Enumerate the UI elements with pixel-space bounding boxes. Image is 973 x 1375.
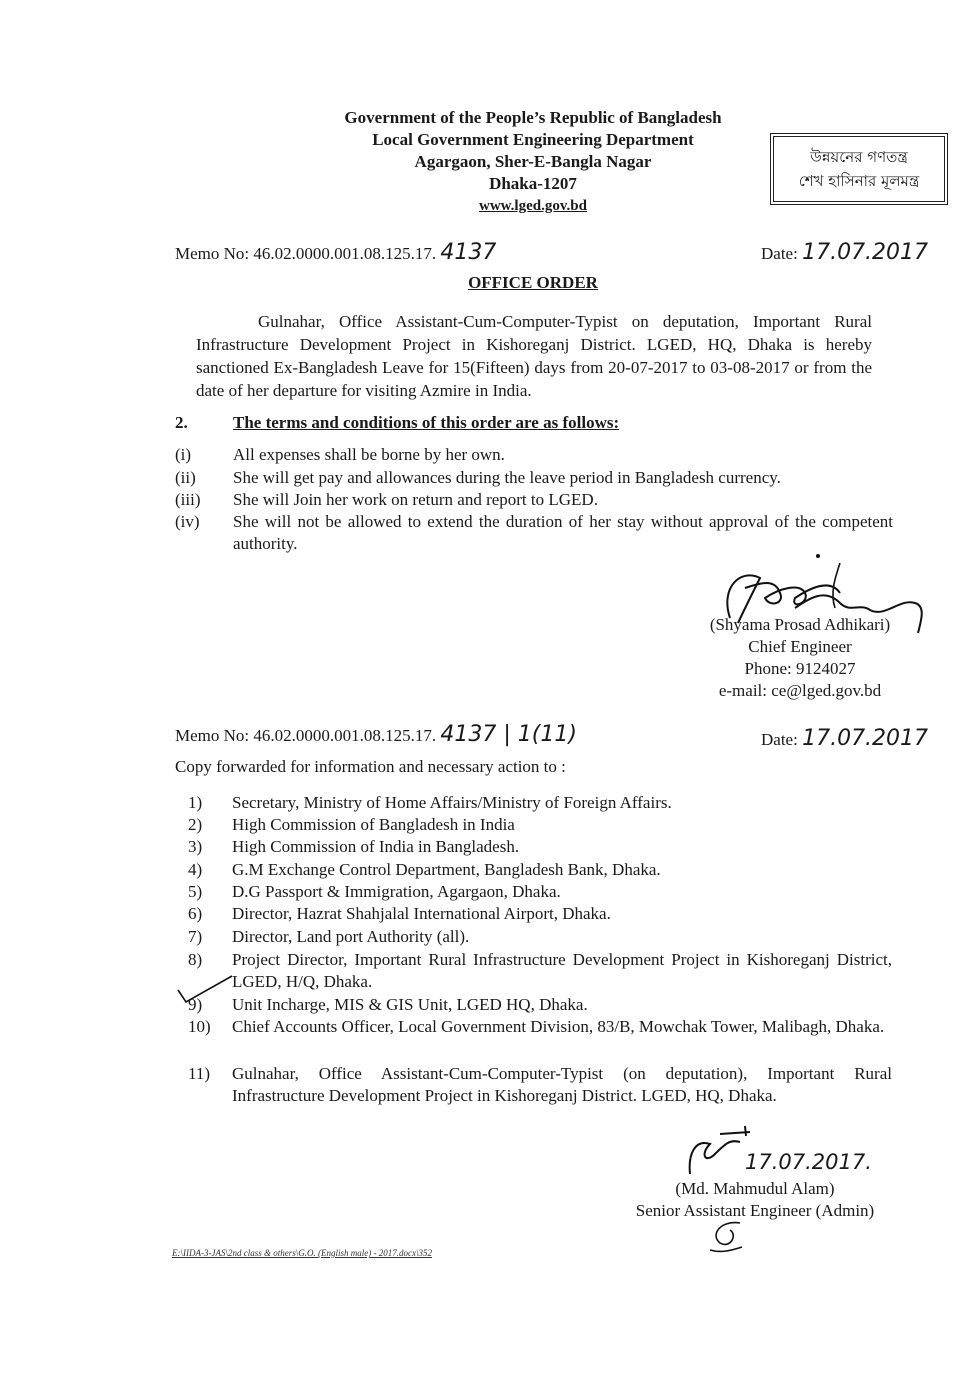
signatory-block-1 [640, 614, 960, 702]
header-line-1: Government of the People’s Republic of Bangladesh [344, 108, 722, 127]
header-line-2: Local Government Engineering Department [372, 130, 694, 149]
list-item-text: Secretary, Ministry of Home Affairs/Ministry of Foreign Affairs. [232, 793, 672, 812]
list-item-text: Director, Hazrat Shahjalal International Airport, Dhaka. [232, 904, 611, 923]
list-item-number: (iv) [175, 512, 200, 531]
memo-number-handwritten: 4137 [440, 240, 497, 265]
list-item-text: She will get pay and allowances during the leave period in Bangladesh currency. [233, 468, 781, 487]
signatory-title: Chief Engineer [748, 637, 852, 656]
list-item-number: 10) [188, 1017, 211, 1036]
list-item-number: 3) [188, 837, 203, 856]
memo-date-1 [761, 240, 928, 265]
signatory-name: (Md. Mahmudul Alam) [675, 1179, 835, 1198]
list-item-text: She will Join her work on return and report to LGED. [233, 490, 598, 509]
memo-label: Memo No: 46.02.0000.001.08.125.17. [175, 726, 437, 745]
memo-line-2 [175, 722, 577, 747]
list-item-number: 11) [188, 1064, 211, 1083]
checkmark-icon [172, 970, 242, 1010]
date-label: Date: [761, 730, 798, 749]
signatory-phone: Phone: 9124027 [744, 659, 856, 678]
slogan-stamp [773, 136, 945, 202]
signatory-email: e-mail: ce@lged.gov.bd [718, 681, 882, 700]
date-handwritten: 17.07.2017 [802, 240, 929, 265]
memo-number-handwritten: 4137 | 1(11) [440, 722, 577, 747]
header-line-3: Agargaon, Sher-E-Bangla Nagar [414, 152, 652, 171]
header-line-4: Dhaka-1207 [489, 174, 577, 193]
memo-line-1 [175, 240, 496, 265]
file-path-footer: E:\IIDA-3-JAS\2nd class & others\G.O. (English male) - 2017.docx\352 [172, 1248, 432, 1258]
list-item-text: D.G Passport & Immigration, Agargaon, Dhaka. [232, 882, 561, 901]
list-item-number: 6) [188, 904, 203, 923]
stamp-line-1: উন্নয়নের গণতন্ত্র [810, 148, 908, 166]
signature-date-2: 17.07.2017. [745, 1150, 872, 1174]
list-item-text: Gulnahar, Office Assistant-Cum-Computer-Typist (on deputation), Important Rural Infrastructure Development Project in Kishoreganj District. LGED, HQ, Dhaka. [232, 1064, 892, 1105]
list-item-text: Unit Incharge, MIS & GIS Unit, LGED HQ, Dhaka. [232, 995, 588, 1014]
list-item-text: Project Director, Important Rural Infrastructure Development Project in Kishoreganj District, LGED, H/Q, Dhaka. [232, 950, 892, 991]
list-item-number: 8) [188, 950, 203, 969]
memo-label: Memo No: 46.02.0000.001.08.125.17. [175, 244, 437, 263]
list-item-text: Chief Accounts Officer, Local Government Division, 83/B, Mowchak Tower, Malibagh, Dhaka. [232, 1017, 885, 1036]
date-handwritten: 17.07.2017 [802, 726, 929, 751]
list-item-number: 4) [188, 860, 203, 879]
list-item-text: All expenses shall be borne by her own. [233, 445, 505, 464]
stamp-line-2: শেখ হাসিনার মূলমন্ত্র [798, 172, 920, 190]
list-item-number: (iii) [175, 490, 201, 509]
list-item-text: She will not be allowed to extend the duration of her stay without approval of the competent authority. [233, 512, 893, 553]
terms-heading: The terms and conditions of this order are as follows: [233, 413, 620, 432]
signatory-title: Senior Assistant Engineer (Admin) [635, 1201, 875, 1220]
list-item-number: 7) [188, 927, 203, 946]
signatory-block-2 [595, 1178, 915, 1222]
header-website[interactable]: www.lged.gov.bd [479, 198, 587, 214]
list-item-number: 1) [188, 793, 203, 812]
list-item-number: (ii) [175, 468, 196, 487]
terms-number: 2. [175, 413, 188, 432]
copy-intro: Copy forwarded for information and necessary action to : [175, 757, 566, 776]
signatory-name: (Shyama Prosad Adhikari) [709, 615, 891, 634]
list-item-text: High Commission of India in Bangladesh. [232, 837, 520, 856]
list-item-number: 2) [188, 815, 203, 834]
date-label: Date: [761, 244, 798, 263]
list-item-text: Director, Land port Authority (all). [232, 927, 470, 946]
order-title: OFFICE ORDER [468, 273, 598, 292]
initials-mark [700, 1215, 750, 1255]
list-item-number: 5) [188, 882, 203, 901]
list-item-number: (i) [175, 445, 192, 464]
order-body: Gulnahar, Office Assistant-Cum-Computer-Typist on deputation, Important Rural Infrastructure Development Project in Kishoreganj District. LGED, HQ, Dhaka is hereby sanctioned Ex-Bangladesh Leave for 15(Fifteen) days from 20-07-2017 to 03-08-2017 or from the date of her departure for visiting Azmire in India. [196, 312, 872, 400]
list-item-number: 9) [188, 995, 203, 1014]
list-item-text: G.M Exchange Control Department, Bangladesh Bank, Dhaka. [232, 860, 661, 879]
list-item-text: High Commission of Bangladesh in India [232, 815, 515, 834]
memo-date-2 [761, 726, 928, 751]
